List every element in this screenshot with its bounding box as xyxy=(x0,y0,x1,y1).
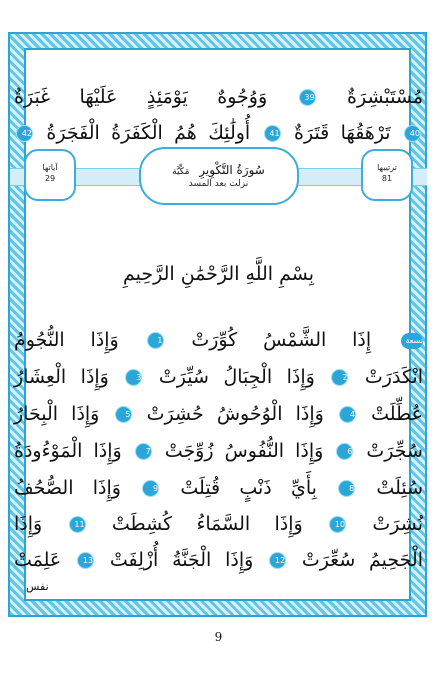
verse-text: وَإِذَا الصُّحُفُ xyxy=(14,477,121,499)
verse-line-top-2 xyxy=(14,118,423,148)
verse-text: إِذَا الشَّمْسُ كُوِّرَتْ xyxy=(191,329,372,351)
verse-text: أُولَٰئِكَ هُمُ الْكَفَرَةُ الْفَجَرَةُ xyxy=(46,122,251,144)
catchword: نفس xyxy=(26,580,49,593)
verse-text: وَإِذَا الْوُحُوشُ حُشِرَتْ xyxy=(146,403,324,425)
verse-line-6 xyxy=(14,509,423,539)
verse-text: تَرْهَقُهَا قَتَرَةٌ xyxy=(294,122,391,144)
verse-text: بِأَيِّ ذَنْبٍ قُتِلَتْ xyxy=(180,477,317,499)
ayah-marker: 9 xyxy=(143,481,158,496)
ayah-marker: 2 xyxy=(332,370,347,385)
ayah-marker: 5 xyxy=(116,407,131,422)
ayah-marker: 6 xyxy=(337,444,352,459)
verse-line-3 xyxy=(14,399,423,429)
verse-text: وَإِذَا الْجِبَالُ سُيِّرَتْ xyxy=(158,366,315,388)
ayah-marker: 7 xyxy=(136,444,151,459)
badge-number: 29 xyxy=(44,174,56,183)
ayah-marker: 3 xyxy=(126,370,141,385)
verse-start-mark: تسعة xyxy=(401,333,423,349)
badge-number: 81 xyxy=(381,174,393,183)
verse-text: سُئِلَتْ xyxy=(376,477,424,499)
verse-line-2 xyxy=(14,362,423,392)
ayah-marker: 42 xyxy=(17,126,32,141)
verse-text: وَإِذَا xyxy=(14,513,43,535)
basmala: بِسْمِ اللَّهِ الرَّحْمَٰنِ الرَّحِيمِ xyxy=(123,263,314,285)
ayah-marker: 13 xyxy=(78,553,93,568)
revelation-note: نزلت بعد المسد xyxy=(188,179,249,189)
verse-text: وَإِذَا الْعِشَارُ xyxy=(14,366,109,388)
surah-title-cartouche xyxy=(139,147,299,205)
surah-order-badge xyxy=(361,149,413,201)
surah-header xyxy=(10,147,427,205)
verse-line-7 xyxy=(14,545,423,575)
verse-text: وَإِذَا الْمَوْءُودَةُ xyxy=(14,440,122,462)
verse-line-1 xyxy=(14,325,423,355)
badge-title: ترتيبها xyxy=(377,163,397,172)
verse-text: وَإِذَا النُّجُومُ xyxy=(14,329,119,351)
verse-text: انْكَدَرَتْ xyxy=(364,366,424,388)
verse-text: وَإِذَا النُّفُوسُ زُوِّجَتْ xyxy=(164,440,324,462)
verse-line-top-1 xyxy=(14,82,423,112)
verse-text: وَإِذَا السَّمَاءُ كُشِطَتْ xyxy=(111,513,303,535)
ayah-marker: 11 xyxy=(70,517,85,532)
ayah-marker: 4 xyxy=(340,407,355,422)
ayah-marker: 12 xyxy=(270,553,285,568)
ayah-marker: 40 xyxy=(405,126,420,141)
ayah-marker: 41 xyxy=(265,126,280,141)
verse-text: وَإِذَا الْجَنَّةُ أُزْلِفَتْ xyxy=(109,549,254,571)
verse-text: عَلِمَتْ xyxy=(14,549,62,571)
page-number: 9 xyxy=(214,630,223,644)
verse-text: عُطِّلَتْ xyxy=(371,403,423,425)
verse-text: مُسْتَبْشِرَةٌ xyxy=(347,86,423,108)
verse-text: الْجَحِيمُ سُعِّرَتْ xyxy=(301,549,423,571)
ayah-count-badge xyxy=(24,149,76,201)
verse-text: سُجِّرَتْ xyxy=(366,440,423,462)
verse-line-4 xyxy=(14,436,423,466)
verse-text: وَإِذَا الْبِحَارُ xyxy=(14,403,100,425)
badge-title: آياتها xyxy=(42,163,58,172)
surah-type: مَكِّيَّة xyxy=(172,167,190,177)
ayah-marker: 8 xyxy=(339,481,354,496)
surah-name: سُورَةُ التَّكْوِيرِ xyxy=(199,163,265,177)
verse-text: وَوُجُوهٌ يَوْمَئِذٍ عَلَيْهَا غَبَرَةٌ xyxy=(14,86,268,108)
ayah-marker: 39 xyxy=(300,90,315,105)
ayah-marker: 10 xyxy=(330,517,345,532)
verse-text: نُشِرَتْ xyxy=(372,513,424,535)
ayah-marker: 1 xyxy=(148,333,163,348)
verse-line-5 xyxy=(14,473,423,503)
